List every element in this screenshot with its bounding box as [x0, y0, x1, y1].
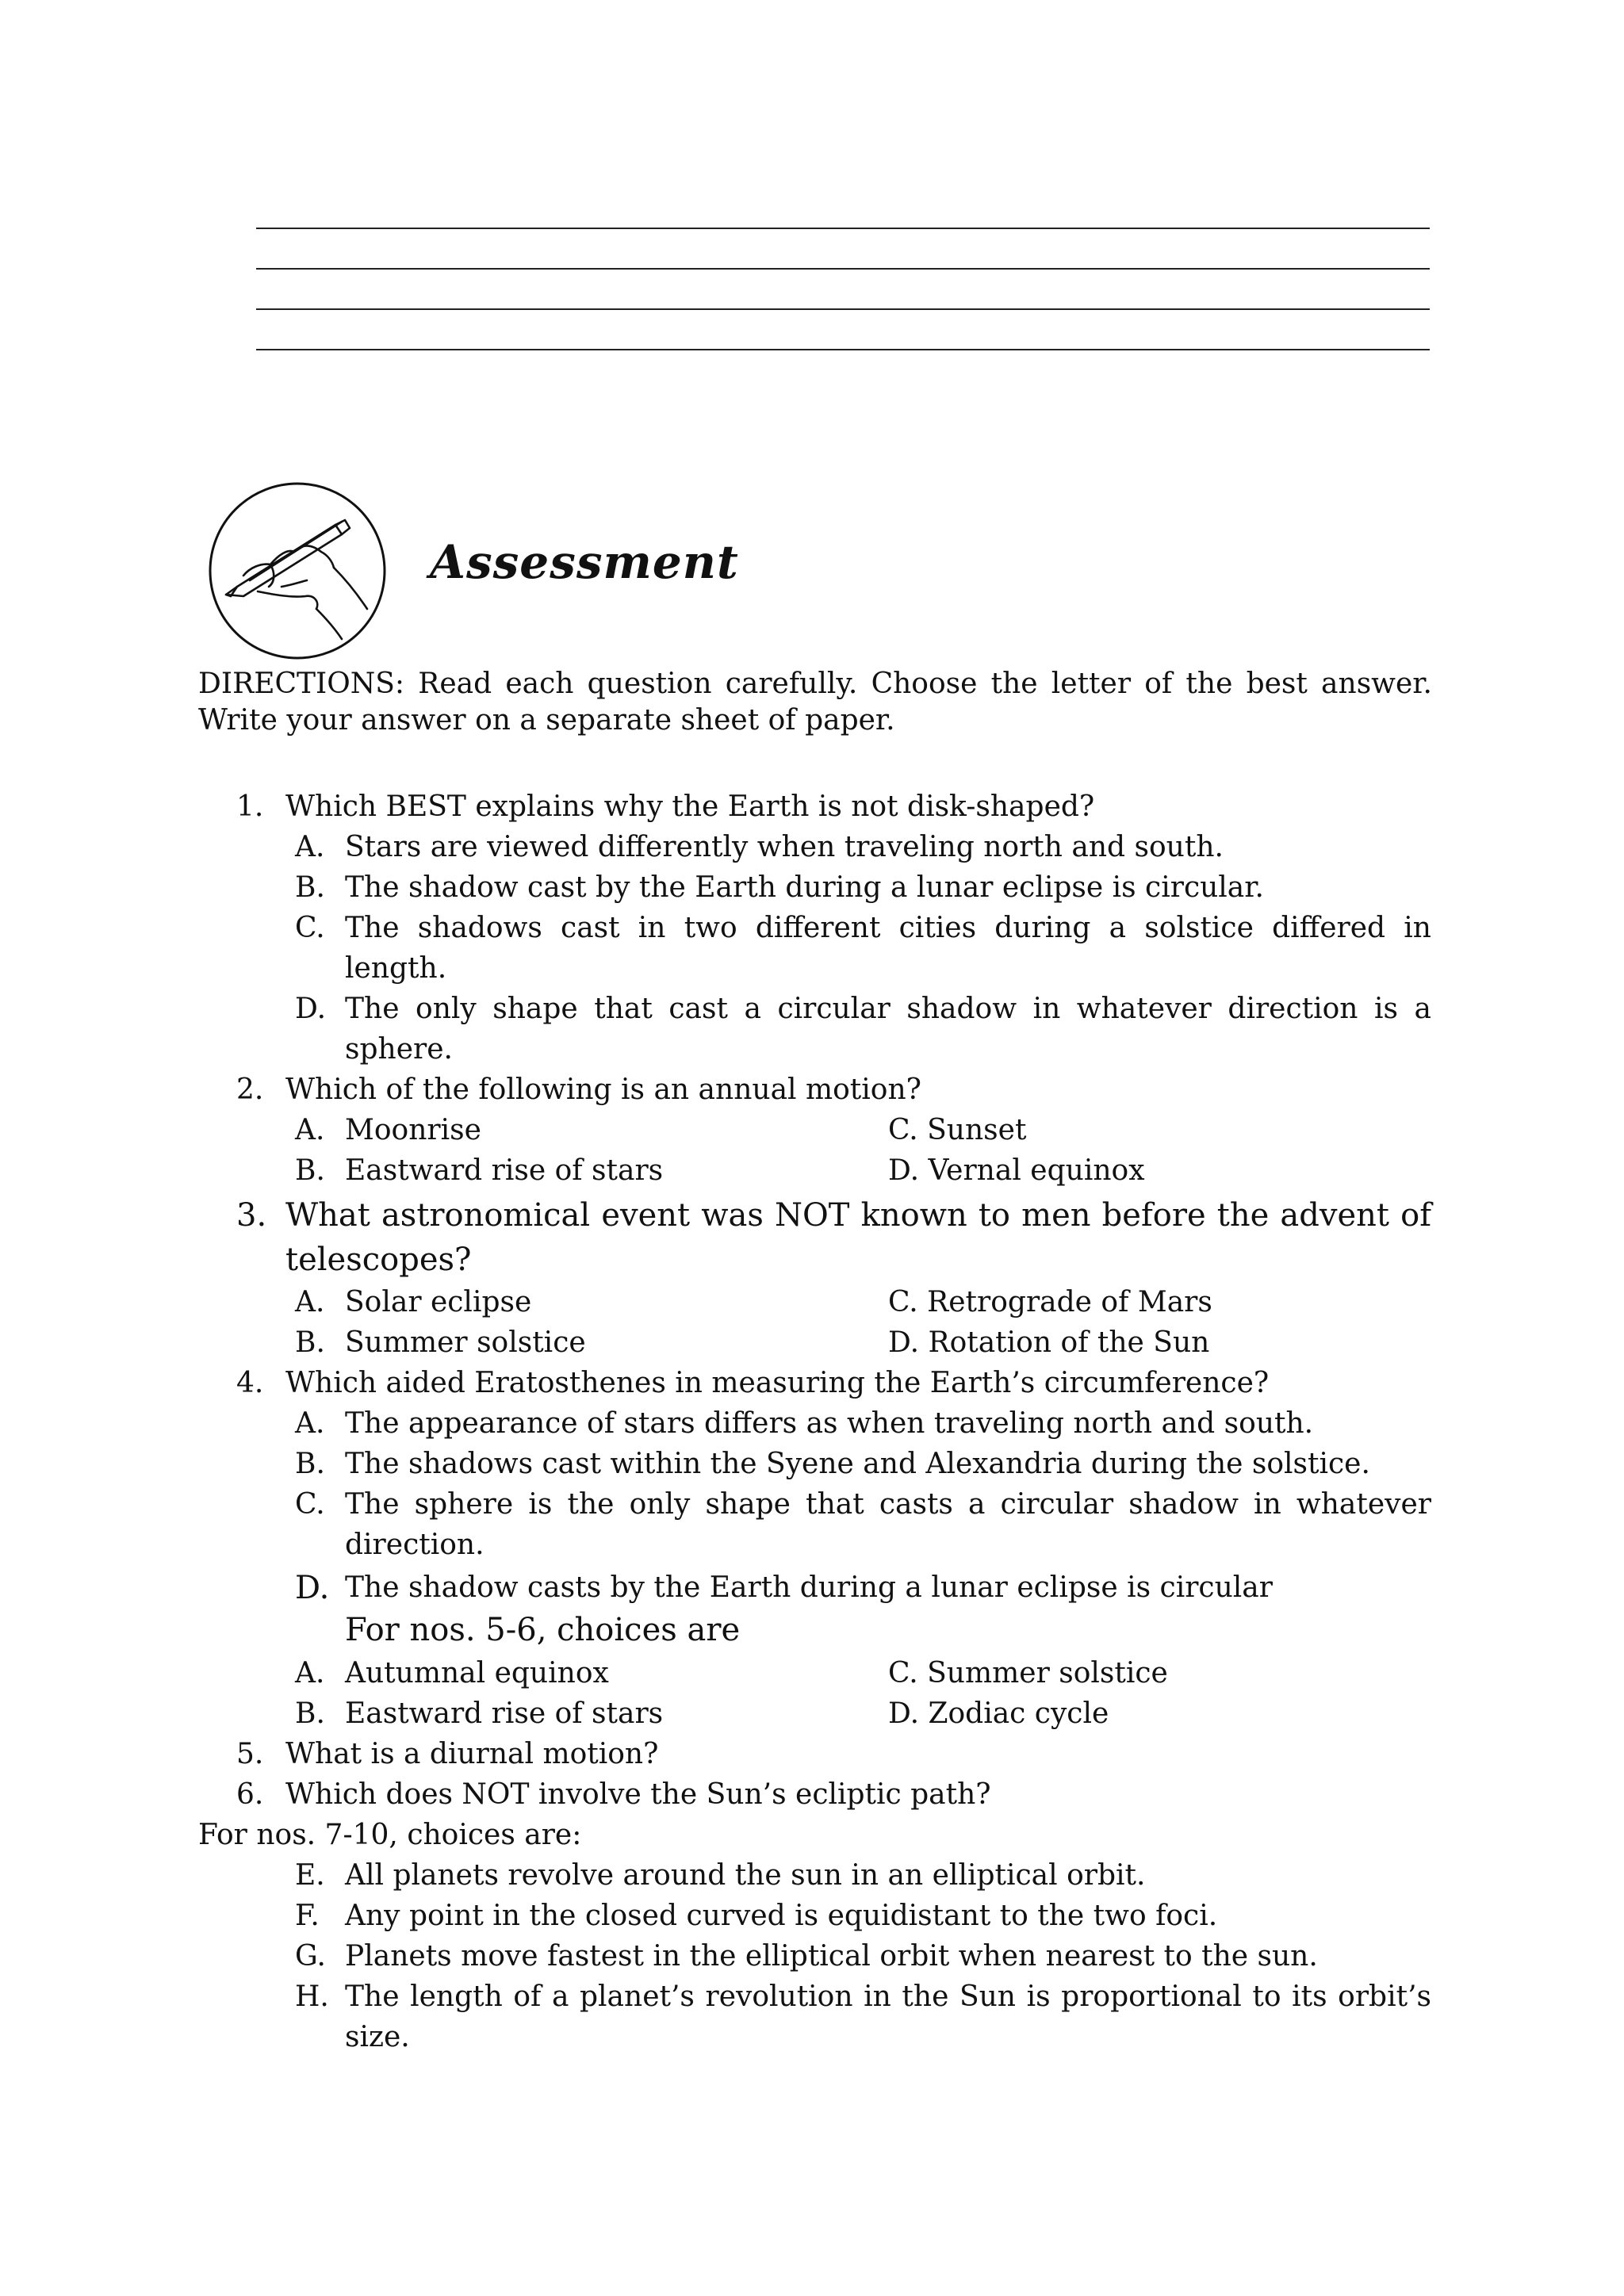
- choice-d: D. Zodiac cycle: [888, 1697, 1109, 1730]
- question-number: 3.: [236, 1197, 267, 1234]
- pencil-in-hand-icon: [202, 476, 393, 666]
- choice-letter: A.: [295, 831, 325, 863]
- choice-text: Eastward rise of stars: [345, 1154, 664, 1187]
- choice-letter: G.: [295, 1940, 326, 1973]
- question-text: What is a diurnal motion?: [285, 1738, 659, 1770]
- answer-line-2: [256, 268, 1430, 270]
- question-number: 2.: [236, 1073, 264, 1106]
- choice-text: The shadow cast by the Earth during a lunar eclipse is circular.: [345, 871, 1264, 904]
- choice-text: The shadow casts by the Earth during a lunar eclipse is circular: [345, 1571, 1273, 1604]
- answer-line-3: [256, 308, 1430, 310]
- choice-letter: A.: [295, 1114, 325, 1146]
- choice-c: C. Summer solstice: [888, 1657, 1168, 1689]
- choice-text: The appearance of stars differs as when traveling north and south.: [345, 1407, 1314, 1440]
- answer-line-1: [256, 228, 1430, 229]
- choice-text: The length of a planet’s revolution in the Sun is proportional to its orbit’s: [345, 1980, 1431, 2013]
- choice-letter: A.: [295, 1407, 325, 1440]
- choice-text: All planets revolve around the sun in an elliptical orbit.: [345, 1859, 1146, 1892]
- question-number: 5.: [236, 1738, 264, 1770]
- choice-text: Any point in the closed curved is equidistant to the two foci.: [345, 1900, 1218, 1932]
- question-number: 1.: [236, 790, 264, 823]
- choice-letter: B.: [295, 1326, 325, 1359]
- choice-text: Eastward rise of stars: [345, 1697, 664, 1730]
- choice-text-continued: sphere.: [345, 1033, 453, 1066]
- choice-c: C. Sunset: [888, 1114, 1027, 1146]
- choice-d: D. Rotation of the Sun: [888, 1326, 1210, 1359]
- choice-text: Planets move fastest in the elliptical orbit when nearest to the sun.: [345, 1940, 1318, 1973]
- choice-letter: B.: [295, 1448, 325, 1480]
- choice-text: Autumnal equinox: [345, 1657, 609, 1689]
- section-heading: Assessment: [430, 535, 739, 589]
- choice-letter: E.: [295, 1859, 325, 1892]
- choice-text: The only shape that cast a circular shadow in whatever direction is a: [345, 993, 1431, 1025]
- choice-text: Moonrise: [345, 1114, 481, 1146]
- choice-text-continued: size.: [345, 2021, 410, 2053]
- question-text: Which of the following is an annual motion?: [285, 1073, 921, 1106]
- question-text: Which aided Eratosthenes in measuring the Earth’s circumference?: [285, 1367, 1270, 1399]
- question-number: 4.: [236, 1367, 264, 1399]
- choices-intro: For nos. 5-6, choices are: [345, 1612, 741, 1648]
- choice-text: Summer solstice: [345, 1326, 586, 1359]
- question-text-continued: telescopes?: [285, 1242, 472, 1278]
- choice-text: Stars are viewed differently when traveling north and south.: [345, 831, 1224, 863]
- choice-text-continued: direction.: [345, 1529, 485, 1561]
- choice-d: D. Vernal equinox: [888, 1154, 1145, 1187]
- choice-text: Solar eclipse: [345, 1286, 532, 1318]
- choice-letter: B.: [295, 871, 325, 904]
- choice-letter: A.: [295, 1286, 325, 1318]
- choice-letter: D.: [295, 1570, 330, 1606]
- choice-text: The shadows cast in two different cities during a solstice differed in: [345, 912, 1431, 944]
- choice-text: The shadows cast within the Syene and Alexandria during the solstice.: [345, 1448, 1370, 1480]
- choice-letter: D.: [295, 993, 327, 1025]
- choice-letter: B.: [295, 1154, 325, 1187]
- choice-c: C. Retrograde of Mars: [888, 1286, 1212, 1318]
- choice-text-continued: length.: [345, 952, 447, 985]
- choice-letter: H.: [295, 1980, 329, 2013]
- question-text: What astronomical event was NOT known to men before the advent of: [285, 1197, 1431, 1234]
- question-text: Which does NOT involve the Sun’s ecliptic path?: [285, 1778, 991, 1811]
- question-text: Which BEST explains why the Earth is not disk-shaped?: [285, 790, 1095, 823]
- choice-letter: C.: [295, 912, 325, 944]
- question-number: 6.: [236, 1778, 264, 1811]
- directions-text: DIRECTIONS: Read each question carefully. Choose the letter of the best answer. Write your answer on a separate sheet of paper.: [198, 668, 1432, 737]
- choice-letter: F.: [295, 1900, 320, 1932]
- answer-line-4: [256, 349, 1430, 350]
- choice-letter: A.: [295, 1657, 325, 1689]
- choice-letter: C.: [295, 1488, 325, 1521]
- choice-text: The sphere is the only shape that casts a circular shadow in whatever: [345, 1488, 1431, 1521]
- choice-letter: B.: [295, 1697, 325, 1730]
- choices-intro: For nos. 7-10, choices are:: [198, 1819, 582, 1851]
